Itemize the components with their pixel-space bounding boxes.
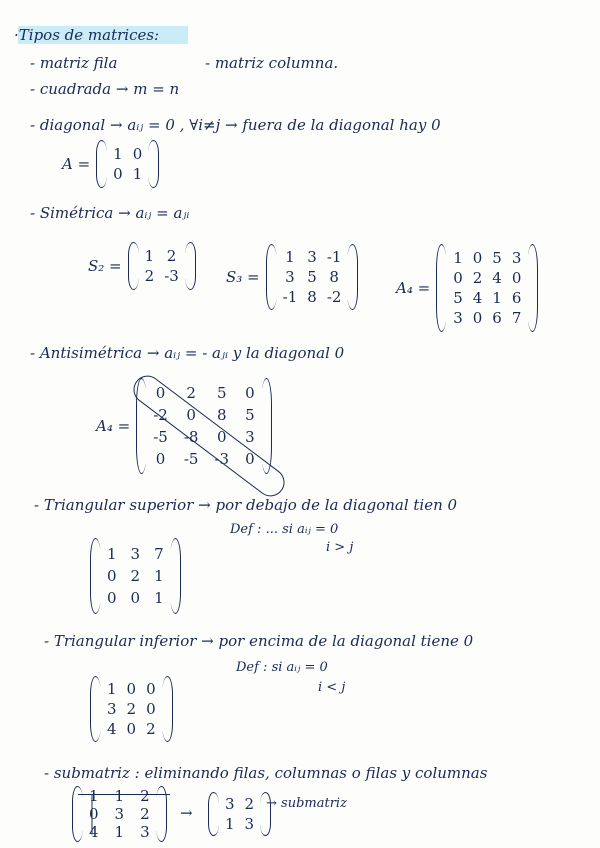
matrix-cell: 1 bbox=[113, 145, 123, 163]
bracket-left bbox=[436, 244, 447, 332]
matrix-cell: 5 bbox=[245, 406, 255, 424]
column-strike bbox=[92, 795, 93, 835]
matrix-cell: 5 bbox=[216, 384, 227, 402]
matrix-cell: 0 bbox=[186, 406, 196, 424]
tri-inf-def: Def : si aᵢⱼ = 0 bbox=[236, 660, 328, 675]
matrix-SUBR-grid bbox=[219, 795, 260, 833]
tri-sup-cond: i > j bbox=[326, 540, 354, 555]
matrix-cell: 1 bbox=[114, 787, 125, 805]
matrix-cell: 4 bbox=[492, 269, 502, 287]
matrix-S2-label: S₂ = bbox=[88, 257, 122, 275]
matrix-cell: 0 bbox=[132, 145, 143, 163]
matrix-cell: 0 bbox=[155, 450, 166, 468]
matrix-cell: 1 bbox=[492, 289, 502, 307]
item-antisimetrica: - Antisimétrica → aᵢⱼ = - aⱼᵢ y la diagonal 0 bbox=[30, 344, 345, 362]
matrix-cell: -2 bbox=[153, 406, 168, 424]
matrix-S3-grid bbox=[277, 248, 348, 306]
matrix-cell: 1 bbox=[285, 248, 295, 266]
matrix-cell: 2 bbox=[126, 700, 137, 718]
matrix-cell: 4 bbox=[89, 823, 99, 841]
matrix-cell: 1 bbox=[114, 823, 125, 841]
bracket-right bbox=[185, 242, 196, 290]
item-simetrica: - Simétrica → aᵢⱼ = aⱼᵢ bbox=[30, 204, 190, 222]
matrix-cell: 0 bbox=[245, 450, 255, 468]
matrix-cell: 6 bbox=[492, 309, 502, 327]
bracket-left bbox=[96, 140, 107, 188]
matrix-cell: 0 bbox=[107, 589, 117, 607]
matrix-TS-grid bbox=[101, 545, 170, 607]
matrix-TI-grid bbox=[101, 680, 162, 738]
matrix-A4-grid bbox=[447, 249, 527, 327]
matrix-cell: 7 bbox=[154, 545, 164, 563]
tri-sup-def: Def : ... si aᵢⱼ = 0 bbox=[230, 522, 339, 537]
matrix-S2-grid bbox=[139, 247, 185, 285]
matrix-cell: 0 bbox=[472, 249, 483, 267]
matrix-triangular-superior bbox=[90, 538, 181, 614]
matrix-cell: 3 bbox=[114, 805, 125, 823]
matrix-cell: -3 bbox=[164, 267, 179, 285]
matrix-SUB-grid bbox=[83, 787, 156, 841]
matrix-cell: 3 bbox=[107, 700, 117, 718]
matrix-S3-label: S₃ = bbox=[226, 268, 260, 286]
matrix-cell: 1 bbox=[107, 680, 117, 698]
bracket-left bbox=[90, 676, 101, 742]
matrix-cell: 5 bbox=[307, 268, 317, 286]
submatriz-arrow: → bbox=[180, 804, 193, 822]
bracket-right bbox=[170, 538, 181, 614]
matrix-cell: -5 bbox=[183, 450, 199, 468]
matrix-cell: 1 bbox=[154, 567, 164, 585]
tri-inf-cond: i < j bbox=[318, 680, 346, 695]
matrix-cell: -8 bbox=[183, 428, 199, 446]
matrix-cell: 0 bbox=[107, 567, 117, 585]
matrix-cell: 8 bbox=[329, 268, 339, 286]
matrix-cell: 0 bbox=[155, 384, 166, 402]
matrix-cell: -1 bbox=[282, 288, 298, 306]
matrix-cell: 2 bbox=[472, 269, 483, 287]
bracket-left bbox=[266, 244, 277, 310]
matrix-cell: 3 bbox=[225, 795, 235, 813]
matrix-cell: 0 bbox=[126, 680, 137, 698]
item-triangular-superior: - Triangular superior → por debajo de la diagonal tien 0 bbox=[34, 496, 458, 514]
matrix-A-label: A = bbox=[62, 155, 91, 173]
item-matriz-fila: - matriz fila bbox=[30, 54, 118, 72]
matrix-cell: 0 bbox=[472, 309, 483, 327]
matrix-cell: 3 bbox=[244, 815, 255, 833]
matrix-cell: 0 bbox=[146, 680, 156, 698]
matrix-cell: 5 bbox=[492, 249, 502, 267]
matrix-cell: 0 bbox=[146, 700, 156, 718]
matrix-cell: 3 bbox=[245, 428, 255, 446]
matrix-cell: 5 bbox=[453, 289, 463, 307]
matrix-cell: 4 bbox=[472, 289, 483, 307]
matrix-triangular-inferior bbox=[90, 676, 173, 742]
matrix-cell: 1 bbox=[107, 545, 117, 563]
item-diagonal: - diagonal → aᵢⱼ = 0 , ∀i≠j → fuera de la diagonal hay 0 bbox=[30, 116, 441, 134]
matrix-cell: 2 bbox=[146, 720, 156, 738]
matrix-cell: 8 bbox=[307, 288, 317, 306]
matrix-cell: 1 bbox=[89, 787, 99, 805]
matrix-cell: 0 bbox=[511, 269, 522, 287]
matrix-cell: 4 bbox=[107, 720, 117, 738]
matrix-cell: 7 bbox=[511, 309, 522, 327]
matrix-cell: 2 bbox=[140, 787, 150, 805]
matrix-cell: 1 bbox=[144, 247, 155, 265]
matrix-cell: -5 bbox=[153, 428, 168, 446]
matrix-A4b-label: A₄ = bbox=[96, 417, 131, 435]
matrix-S3 bbox=[226, 244, 358, 310]
bracket-left bbox=[208, 792, 219, 836]
matrix-cell: 3 bbox=[130, 545, 141, 563]
matrix-cell: 2 bbox=[186, 384, 196, 402]
item-submatriz: - submatriz : eliminando filas, columnas o filas y columnas bbox=[44, 764, 488, 782]
matrix-cell: 2 bbox=[166, 247, 177, 265]
bracket-right bbox=[527, 244, 538, 332]
item-cuadrada: - cuadrada → m = n bbox=[30, 80, 180, 98]
matrix-cell: 1 bbox=[132, 165, 143, 183]
matrix-cell: 0 bbox=[126, 720, 137, 738]
matrix-cell: 2 bbox=[244, 795, 255, 813]
bracket-right bbox=[148, 140, 159, 188]
matrix-A-grid bbox=[107, 145, 148, 183]
matrix-cell: 2 bbox=[144, 267, 155, 285]
matrix-A bbox=[62, 140, 159, 188]
matrix-cell: 1 bbox=[154, 589, 164, 607]
matrix-cell: 0 bbox=[130, 589, 141, 607]
matrix-submatriz-result bbox=[208, 792, 271, 836]
matrix-cell: 2 bbox=[140, 805, 150, 823]
matrix-cell: -1 bbox=[326, 248, 342, 266]
matrix-A4-label: A₄ = bbox=[396, 279, 431, 297]
matrix-cell: 2 bbox=[130, 567, 141, 585]
matrix-cell: 0 bbox=[453, 269, 463, 287]
matrix-cell: 3 bbox=[511, 249, 522, 267]
matrix-cell: 0 bbox=[245, 384, 255, 402]
matrix-cell: 3 bbox=[285, 268, 295, 286]
item-triangular-inferior: - Triangular inferior → por encima de la diagonal tiene 0 bbox=[44, 632, 474, 650]
matrix-cell: 6 bbox=[511, 289, 522, 307]
matrix-cell: 3 bbox=[453, 309, 463, 327]
submatriz-label: → submatriz bbox=[266, 796, 347, 811]
matrix-cell: 0 bbox=[89, 805, 99, 823]
matrix-cell: 1 bbox=[225, 815, 235, 833]
item-matriz-columna: - matriz columna. bbox=[205, 54, 339, 72]
matrix-cell: 3 bbox=[307, 248, 317, 266]
page-title: ·Tipos de matrices: bbox=[14, 26, 160, 44]
matrix-cell: 3 bbox=[140, 823, 150, 841]
matrix-cell: 0 bbox=[216, 428, 227, 446]
matrix-cell: -3 bbox=[214, 450, 230, 468]
matrix-cell: 0 bbox=[113, 165, 123, 183]
matrix-cell: 1 bbox=[453, 249, 463, 267]
bracket-left bbox=[90, 538, 101, 614]
matrix-S2 bbox=[88, 242, 196, 290]
matrix-cell: 8 bbox=[216, 406, 227, 424]
bracket-left bbox=[128, 242, 139, 290]
matrix-cell: -2 bbox=[326, 288, 342, 306]
matrix-A4 bbox=[396, 244, 538, 332]
bracket-right bbox=[347, 244, 358, 310]
bracket-right bbox=[162, 676, 173, 742]
